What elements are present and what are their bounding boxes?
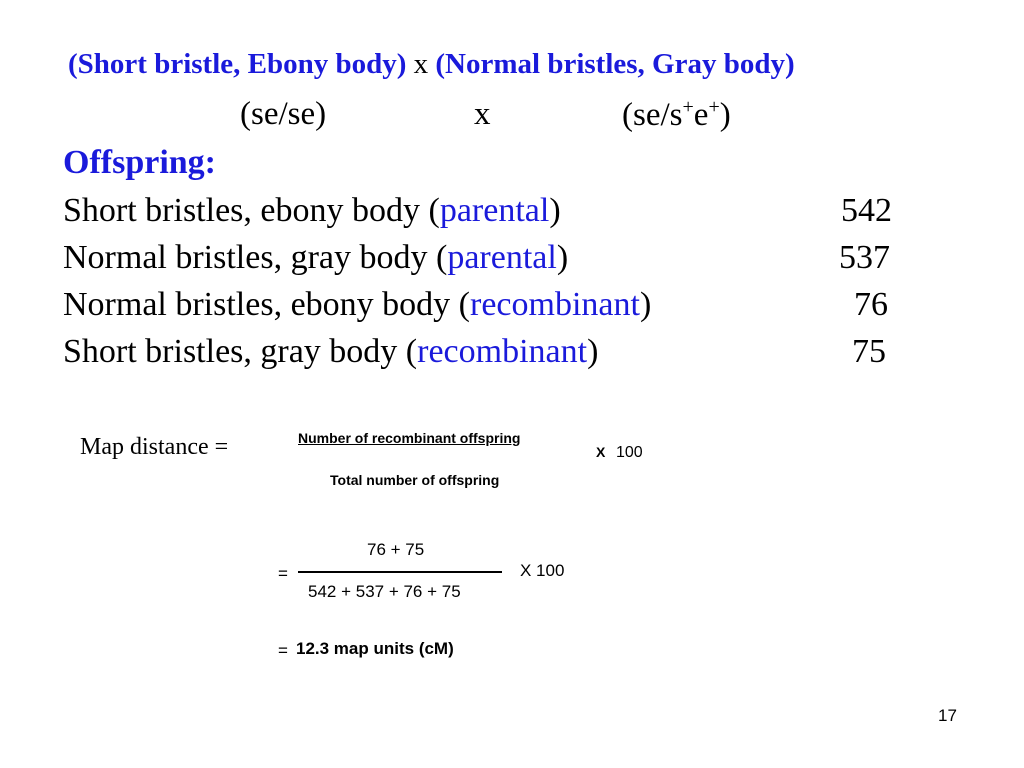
parent1-phenotype: (Short bristle, Ebony body)	[68, 48, 407, 80]
calc-denominator: 542 + 537 + 76 + 75	[308, 582, 461, 601]
formula-hundred: 100	[616, 444, 643, 461]
formula-denominator: Total number of offspring	[330, 472, 500, 488]
offspring-type: parental	[447, 239, 557, 276]
cross-heading	[68, 48, 795, 81]
slide-number: 17	[938, 706, 957, 725]
offspring-count: 76	[854, 286, 888, 323]
calc-equals: =	[278, 564, 288, 583]
offspring-type: recombinant	[470, 286, 640, 323]
parent2-phenotype: (Normal bristles, Gray body)	[435, 48, 795, 80]
genotype-cross-symbol: x	[474, 96, 491, 132]
offspring-count: 542	[841, 192, 892, 229]
calc-times-100: X 100	[520, 561, 565, 580]
offspring-row: Normal bristles, ebony body (recombinant)	[63, 286, 652, 323]
offspring-row: Short bristles, gray body (recombinant)	[63, 333, 599, 370]
offspring-count: 75	[852, 333, 886, 370]
calc-numerator: 76 + 75	[367, 540, 425, 559]
parent1-genotype: (se/se)	[240, 96, 327, 132]
offspring-title: Offspring:	[63, 144, 216, 181]
offspring-type: parental	[439, 192, 550, 229]
result-equals: =	[278, 641, 288, 660]
fraction-bar	[298, 571, 502, 573]
offspring-row: Short bristles, ebony body (parental)	[63, 192, 561, 229]
parent2-genotype: (se/s+e+)	[622, 96, 731, 133]
result-value: 12.3 map units (cM)	[296, 639, 454, 658]
map-distance-label: Map distance =	[80, 434, 229, 460]
formula-times: X	[596, 444, 606, 460]
offspring-count: 537	[839, 239, 890, 276]
offspring-type: recombinant	[417, 333, 588, 370]
cross-symbol: x	[413, 48, 429, 80]
offspring-row: Normal bristles, gray body (parental)	[63, 239, 569, 276]
formula-numerator: Number of recombinant offspring	[298, 430, 521, 446]
